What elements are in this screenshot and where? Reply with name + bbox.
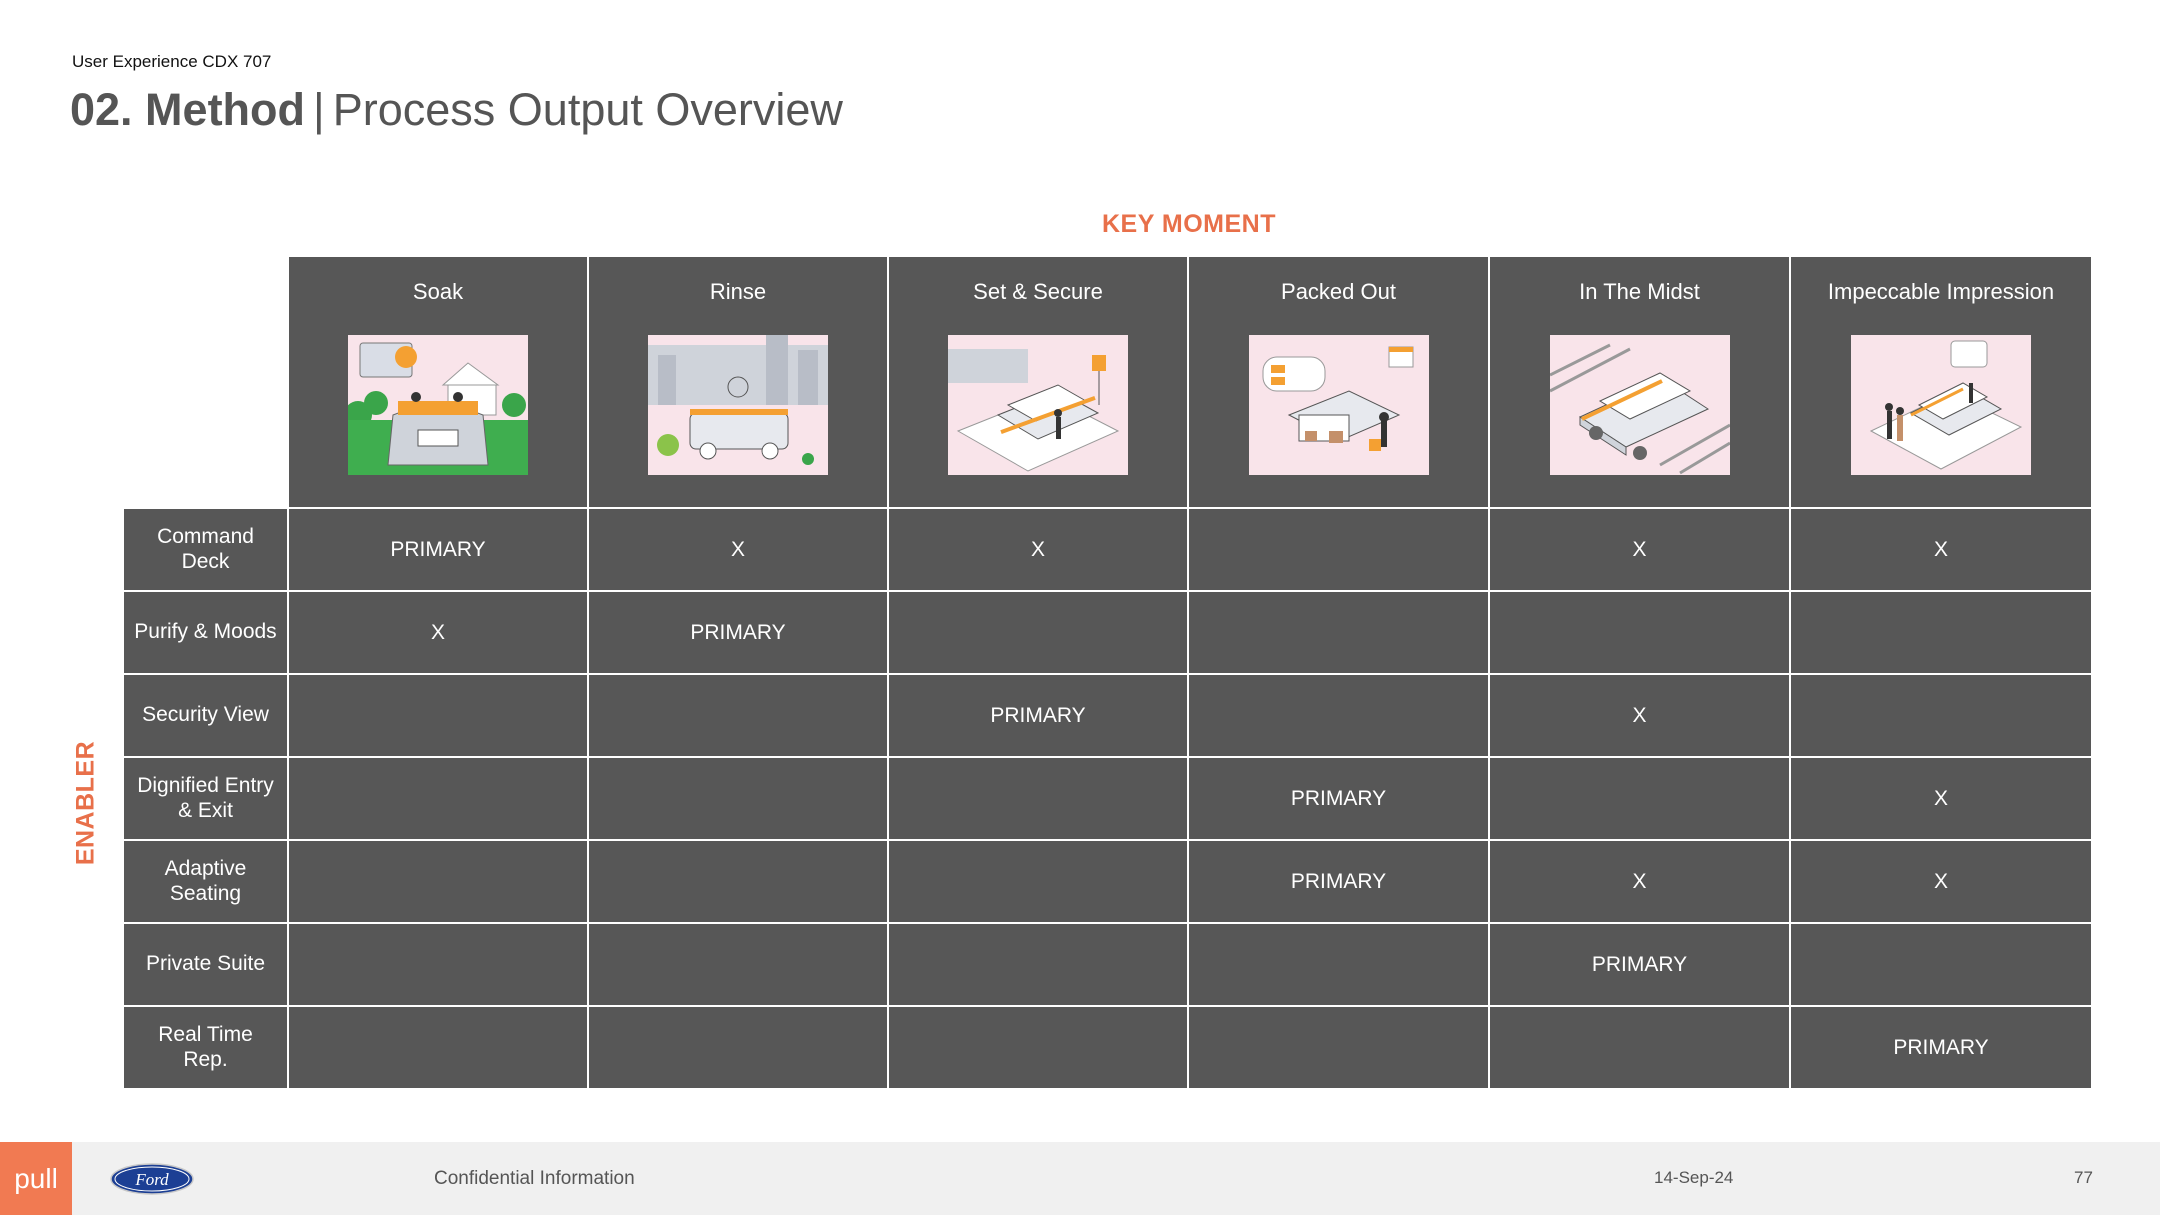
matrix-cell bbox=[1489, 1006, 1790, 1089]
matrix-cell bbox=[888, 757, 1188, 840]
matrix-cell bbox=[1188, 508, 1489, 591]
key-moment-header bbox=[1489, 256, 1790, 508]
key-moment-name: Set & Secure bbox=[973, 279, 1103, 304]
set-secure-illustration-icon bbox=[948, 335, 1128, 475]
enabler-row bbox=[123, 508, 2092, 591]
matrix-cell bbox=[288, 674, 588, 757]
matrix-cell bbox=[1790, 674, 2092, 757]
title-number: 02. Method bbox=[70, 84, 306, 135]
matrix-cell bbox=[588, 757, 888, 840]
matrix-corner bbox=[123, 256, 288, 508]
matrix-cell bbox=[1790, 591, 2092, 674]
matrix-cell bbox=[1489, 757, 1790, 840]
key-moment-name: In The Midst bbox=[1579, 279, 1700, 304]
matrix-cell bbox=[588, 923, 888, 1006]
supertitle: User Experience CDX 707 bbox=[72, 52, 272, 71]
ford-logo-icon bbox=[110, 1163, 194, 1195]
matrix-cell bbox=[1790, 923, 2092, 1006]
matrix-cell: PRIMARY bbox=[588, 591, 888, 674]
key-moment-header bbox=[1790, 256, 2092, 508]
key-moment-name: Soak bbox=[412, 279, 464, 304]
matrix-cell bbox=[888, 1006, 1188, 1089]
matrix-cell: PRIMARY bbox=[888, 674, 1188, 757]
enabler-row bbox=[123, 757, 2092, 840]
page-number: 77 bbox=[2074, 1168, 2093, 1187]
matrix-cell: X bbox=[1790, 508, 2092, 591]
soak-illustration-icon bbox=[348, 335, 528, 475]
key-moment-header-row bbox=[123, 256, 2092, 508]
footer-bar bbox=[0, 1142, 2160, 1215]
matrix-cell: X bbox=[588, 508, 888, 591]
matrix-cell: PRIMARY bbox=[1790, 1006, 2092, 1089]
key-moment-label: KEY MOMENT bbox=[1102, 210, 1276, 238]
key-moment-name: Rinse bbox=[709, 279, 767, 304]
matrix-cell bbox=[588, 1006, 888, 1089]
enabler-name: Command Deck bbox=[123, 508, 288, 591]
matrix-cell bbox=[1188, 591, 1489, 674]
matrix-cell: X bbox=[1790, 757, 2092, 840]
key-moment-header bbox=[588, 256, 888, 508]
key-moment-name: Packed Out bbox=[1281, 279, 1396, 304]
matrix-cell bbox=[588, 840, 888, 923]
pull-logo-text: pull bbox=[14, 1162, 58, 1194]
matrix-cell bbox=[288, 1006, 588, 1089]
confidential-notice: Confidential Information bbox=[434, 1168, 635, 1189]
matrix-cell: PRIMARY bbox=[288, 508, 588, 591]
enabler-row bbox=[123, 591, 2092, 674]
matrix-cell: X bbox=[288, 591, 588, 674]
matrix-cell: X bbox=[1489, 840, 1790, 923]
enabler-name: Dignified Entry & Exit bbox=[123, 757, 288, 840]
matrix-cell bbox=[1489, 591, 1790, 674]
enabler-name: Purify & Moods bbox=[123, 591, 288, 674]
matrix-cell bbox=[588, 674, 888, 757]
enabler-name: Real Time Rep. bbox=[123, 1006, 288, 1089]
matrix-cell bbox=[1188, 1006, 1489, 1089]
matrix-cell bbox=[288, 757, 588, 840]
matrix-cell bbox=[1188, 674, 1489, 757]
matrix-cell: X bbox=[1790, 840, 2092, 923]
matrix-cell: PRIMARY bbox=[1489, 923, 1790, 1006]
matrix-cell: X bbox=[1489, 508, 1790, 591]
matrix-cell bbox=[888, 923, 1188, 1006]
enabler-row bbox=[123, 1006, 2092, 1089]
matrix-cell: PRIMARY bbox=[1188, 840, 1489, 923]
matrix-cell: PRIMARY bbox=[1188, 757, 1489, 840]
matrix-cell: X bbox=[1489, 674, 1790, 757]
key-moment-header bbox=[288, 256, 588, 508]
rinse-illustration-icon bbox=[648, 335, 828, 475]
enabler-name: Security View bbox=[123, 674, 288, 757]
enabler-row bbox=[123, 674, 2092, 757]
enabler-name: Private Suite bbox=[123, 923, 288, 1006]
ford-logo-text: Ford bbox=[135, 1170, 169, 1189]
enabler-name: Adaptive Seating bbox=[123, 840, 288, 923]
matrix-cell bbox=[888, 591, 1188, 674]
key-moment-header bbox=[1188, 256, 1489, 508]
matrix-cell bbox=[288, 923, 588, 1006]
key-moment-name: Impeccable Impression bbox=[1827, 279, 2055, 304]
packed-out-illustration-icon bbox=[1249, 335, 1429, 475]
matrix-cell: X bbox=[888, 508, 1188, 591]
key-moment-header bbox=[888, 256, 1188, 508]
title-separator: | bbox=[313, 84, 325, 135]
pull-logo bbox=[0, 1142, 72, 1215]
matrix-cell bbox=[1188, 923, 1489, 1006]
process-output-matrix bbox=[122, 255, 2093, 1090]
impeccable-impression-illustration-icon bbox=[1851, 335, 2031, 475]
enabler-label: ENABLER bbox=[71, 740, 100, 866]
footer-date: 14-Sep-24 bbox=[1654, 1168, 1734, 1187]
in-the-midst-illustration-icon bbox=[1550, 335, 1730, 475]
matrix-cell bbox=[888, 840, 1188, 923]
enabler-row bbox=[123, 840, 2092, 923]
enabler-row bbox=[123, 923, 2092, 1006]
title-text: Process Output Overview bbox=[332, 84, 843, 135]
matrix-cell bbox=[288, 840, 588, 923]
page-title bbox=[70, 84, 843, 136]
